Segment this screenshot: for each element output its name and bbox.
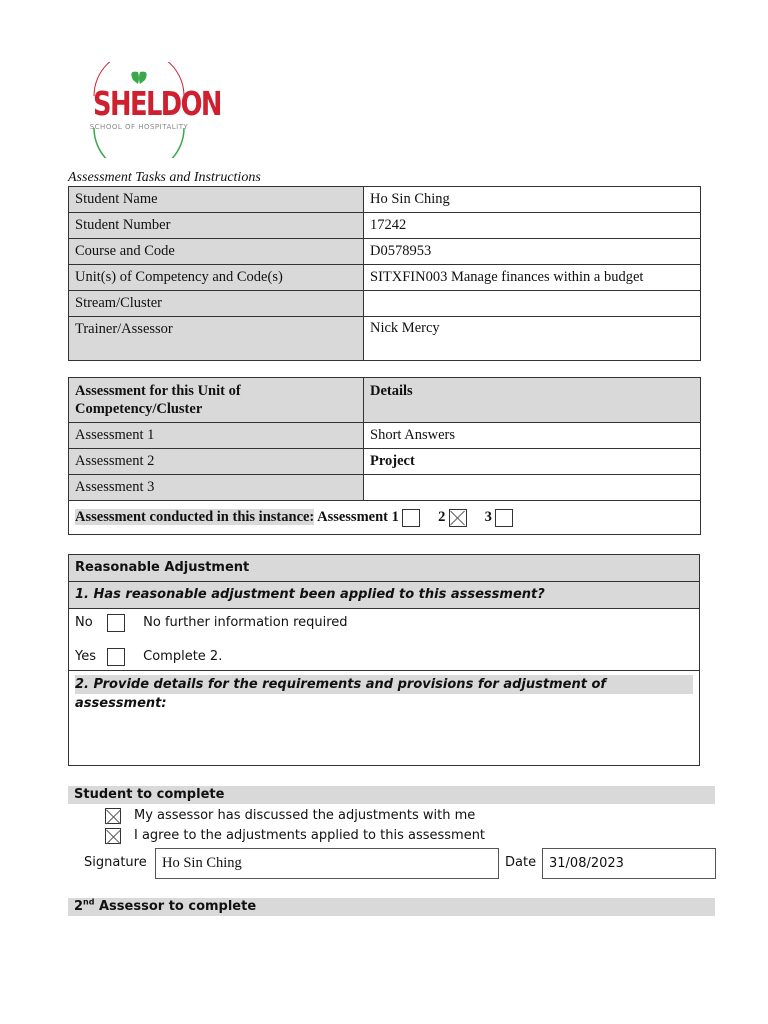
unit-competency-label: Unit(s) of Competency and Code(s) xyxy=(69,265,364,291)
assessment-1-label: Assessment 1 xyxy=(69,423,364,449)
second-assessor-title xyxy=(68,898,715,916)
signature-label: Signature xyxy=(84,855,147,870)
adjustment-yes-checkbox[interactable] xyxy=(107,648,125,666)
student-number-value[interactable]: 17242 xyxy=(364,213,701,239)
student-number-label: Student Number xyxy=(69,213,364,239)
adjustment-question-2: 2. Provide details for the requirements and provisions for adjustment of assessment: xyxy=(75,675,693,694)
stream-cluster-label: Stream/Cluster xyxy=(69,291,364,317)
student-complete-title: Student to complete xyxy=(68,786,715,804)
assessment-2-label: Assessment 2 xyxy=(69,449,364,475)
assessment-header-label: Assessment for this Unit of Competency/Cluster xyxy=(69,378,364,423)
adjustment-no-label: No xyxy=(75,615,93,630)
logo-wordmark: SHELDON xyxy=(92,84,221,123)
assessment-option-1-label: Assessment 1 xyxy=(317,509,399,525)
adjustment-no-checkbox[interactable] xyxy=(107,614,125,632)
adjustment-divider xyxy=(69,670,699,671)
assessment-table xyxy=(68,377,701,535)
assessment-1-checkbox[interactable] xyxy=(402,509,420,527)
assessment-option-2-label: 2 xyxy=(438,509,446,525)
agreement-item-2 xyxy=(105,826,485,846)
assessment-conducted-label: Assessment conducted in this instance: xyxy=(75,509,315,525)
adjustment-no-row xyxy=(69,612,699,634)
agreement-1-checkbox[interactable] xyxy=(105,808,121,824)
second-assessor-text: Assessor to complete xyxy=(94,899,257,914)
student-name-value[interactable]: Ho Sin Ching xyxy=(364,187,701,213)
student-info-table xyxy=(68,186,701,361)
second-assessor-number: 2 xyxy=(74,899,84,914)
reasonable-adjustment-section xyxy=(68,554,700,766)
assessment-3-value[interactable] xyxy=(364,475,701,501)
adjustment-no-note: No further information required xyxy=(143,615,348,630)
date-label: Date xyxy=(505,855,537,870)
student-name-label: Student Name xyxy=(69,187,364,213)
trainer-assessor-value[interactable]: Nick Mercy xyxy=(364,317,701,361)
logo-tagline: SCHOOL OF HOSPITALITY xyxy=(89,123,189,131)
assessment-2-value[interactable]: Project xyxy=(364,449,701,475)
assessment-header-details: Details xyxy=(364,378,701,423)
agreement-2-checkbox[interactable] xyxy=(105,828,121,844)
student-agreement-list xyxy=(105,806,485,846)
assessment-1-value[interactable]: Short Answers xyxy=(364,423,701,449)
second-assessor-suffix: nd xyxy=(83,897,95,907)
agreement-1-label: My assessor has discussed the adjustments with me xyxy=(134,808,476,823)
reasonable-adjustment-title: Reasonable Adjustment xyxy=(69,555,699,582)
adjustment-details-area[interactable] xyxy=(75,697,693,761)
course-code-label: Course and Code xyxy=(69,239,364,265)
unit-competency-value[interactable]: SITXFIN003 Manage finances within a budget xyxy=(364,265,701,291)
course-code-value[interactable]: D0578953 xyxy=(364,239,701,265)
assessment-conducted-row xyxy=(69,501,701,535)
trainer-assessor-label: Trainer/Assessor xyxy=(69,317,364,361)
assessment-2-checkbox[interactable] xyxy=(449,509,467,527)
adjustment-yes-label: Yes xyxy=(75,649,96,664)
assessment-3-label: Assessment 3 xyxy=(69,475,364,501)
school-logo xyxy=(80,62,221,158)
assessment-3-checkbox[interactable] xyxy=(495,509,513,527)
stream-cluster-value[interactable] xyxy=(364,291,701,317)
signature-field[interactable]: Ho Sin Ching xyxy=(155,848,499,879)
adjustment-yes-row xyxy=(69,646,699,668)
date-field[interactable]: 31/08/2023 xyxy=(542,848,716,879)
assessment-option-3-label: 3 xyxy=(484,509,492,525)
agreement-item-1 xyxy=(105,806,485,826)
page-heading: Assessment Tasks and Instructions xyxy=(68,170,261,185)
agreement-2-label: I agree to the adjustments applied to this assessment xyxy=(134,828,486,843)
adjustment-yes-note: Complete 2. xyxy=(143,649,223,664)
adjustment-question-1: 1. Has reasonable adjustment been applied to this assessment? xyxy=(69,582,699,609)
